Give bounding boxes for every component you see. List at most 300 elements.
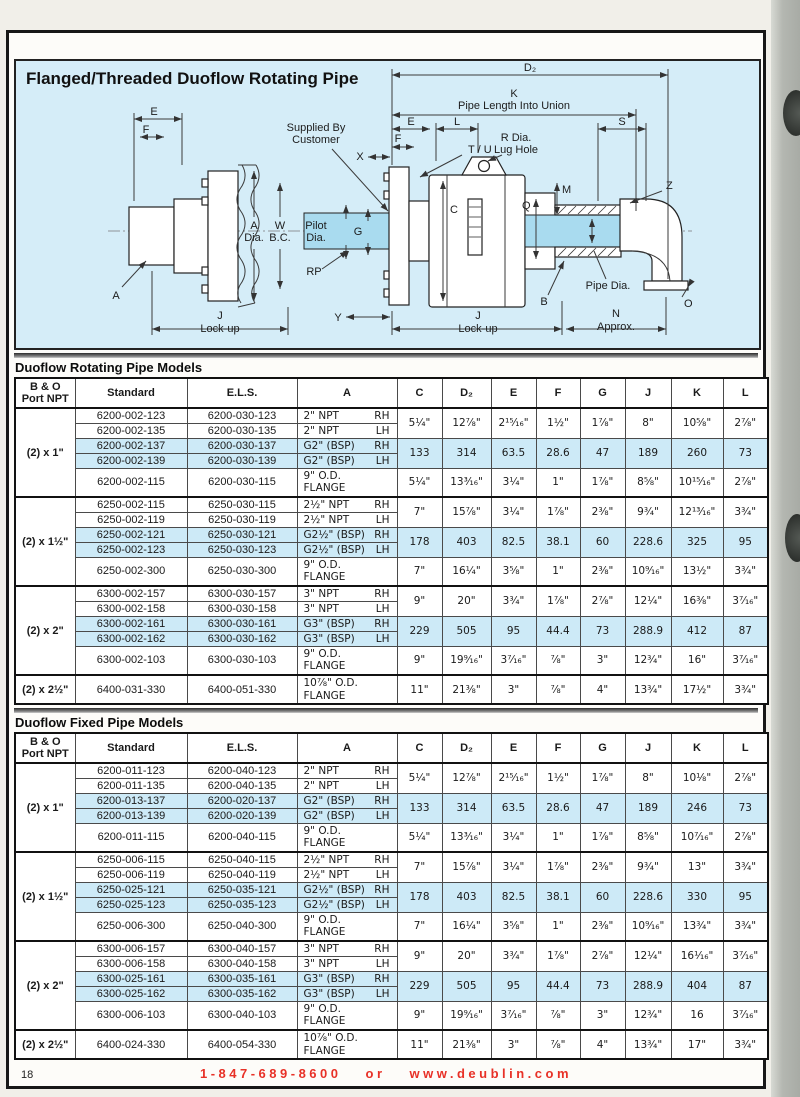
dimension-value: 3⁷⁄₁₆" bbox=[723, 586, 768, 616]
dimension-value: 9¾" bbox=[625, 852, 671, 882]
els-part-number: 6300-030-157 bbox=[187, 586, 297, 601]
els-part-number: 6300-040-103 bbox=[187, 1001, 297, 1030]
dimension-value: 3¾" bbox=[723, 852, 768, 882]
page-number: 18 bbox=[21, 1069, 34, 1081]
standard-part-number: 6250-006-115 bbox=[75, 852, 187, 867]
dimension-value: 63.5 bbox=[491, 438, 536, 468]
dim-label-q: Q bbox=[522, 200, 531, 212]
table-row bbox=[15, 616, 768, 631]
dim-label-rp: RP bbox=[306, 266, 322, 278]
dimension-value: 505 bbox=[442, 616, 491, 646]
dim-label-j-center: J bbox=[475, 310, 481, 322]
els-part-number: 6250-030-123 bbox=[187, 542, 297, 557]
dimension-value: 8⅝" bbox=[625, 823, 671, 852]
dimension-value: 1⅞" bbox=[580, 408, 625, 438]
els-part-number: 6200-030-139 bbox=[187, 453, 297, 468]
dimension-value: 12⅞" bbox=[442, 408, 491, 438]
dimension-value: 1" bbox=[536, 912, 580, 941]
dimension-value: 15⅞" bbox=[442, 497, 491, 527]
dimension-value: 229 bbox=[397, 616, 442, 646]
col-header-f: F bbox=[536, 378, 580, 408]
dimension-value: 20" bbox=[442, 586, 491, 616]
dimension-value: 3⁷⁄₁₆" bbox=[723, 646, 768, 675]
dimension-value: ⅞" bbox=[536, 1001, 580, 1030]
dimension-value: 20" bbox=[442, 941, 491, 971]
dimension-value: 82.5 bbox=[491, 527, 536, 557]
dimension-value: 12¹³⁄₁₆" bbox=[671, 497, 723, 527]
dimension-value: 8" bbox=[625, 763, 671, 793]
dimension-value: 28.6 bbox=[536, 793, 580, 823]
dim-label-w-bc: B.C. bbox=[269, 232, 291, 244]
dimension-value: 228.6 bbox=[625, 882, 671, 912]
els-part-number: 6400-054-330 bbox=[187, 1030, 297, 1059]
fixed-models-table bbox=[14, 732, 769, 1060]
dimension-value: ⅞" bbox=[536, 675, 580, 704]
col-header-els: E.L.S. bbox=[187, 733, 297, 763]
col-header-c: C bbox=[397, 378, 442, 408]
dimension-value: 16¹⁄₁₆" bbox=[671, 941, 723, 971]
standard-part-number: 6300-002-162 bbox=[75, 631, 187, 646]
connection-type-cell: 2½" NPT LH bbox=[297, 867, 397, 882]
standard-part-number: 6250-002-123 bbox=[75, 542, 187, 557]
label-supplied-by: Supplied By bbox=[286, 122, 346, 134]
table-row bbox=[15, 852, 768, 867]
dimension-value: 19⁹⁄₁₆" bbox=[442, 646, 491, 675]
dimension-value: 1½" bbox=[536, 408, 580, 438]
connection-type-cell: 2" NPT RH bbox=[297, 408, 397, 423]
connection-type-cell: G2" (BSP) LH bbox=[297, 808, 397, 823]
dimension-value: 3¼" bbox=[491, 852, 536, 882]
dimension-value: 13" bbox=[671, 852, 723, 882]
website-link[interactable]: www.deublin.com bbox=[409, 1066, 573, 1081]
dimension-value: 44.4 bbox=[536, 616, 580, 646]
standard-part-number: 6200-002-137 bbox=[75, 438, 187, 453]
col-header-k: K bbox=[671, 378, 723, 408]
dimension-value: 1" bbox=[536, 823, 580, 852]
col-header-standard: Standard bbox=[75, 378, 187, 408]
port-size-cell: (2) x 2½" bbox=[15, 1030, 75, 1059]
connection-type-cell: G2½" (BSP) RH bbox=[297, 527, 397, 542]
els-part-number: 6250-040-300 bbox=[187, 912, 297, 941]
dimension-value: 3¼" bbox=[491, 823, 536, 852]
dim-label-pipe-dia: Pipe Dia. bbox=[585, 280, 631, 292]
dimension-value: 13¾" bbox=[625, 1030, 671, 1059]
dimension-value: 1⅞" bbox=[536, 852, 580, 882]
dimension-value: 95 bbox=[723, 882, 768, 912]
dimension-value: 1⅞" bbox=[580, 468, 625, 497]
table-row bbox=[15, 675, 768, 704]
standard-part-number: 6400-031-330 bbox=[75, 675, 187, 704]
dimension-value: 38.1 bbox=[536, 527, 580, 557]
dimension-value: 3¾" bbox=[723, 557, 768, 586]
els-part-number: 6250-030-121 bbox=[187, 527, 297, 542]
connection-type-cell: 2" NPT LH bbox=[297, 423, 397, 438]
dimension-value: 1⅞" bbox=[536, 941, 580, 971]
els-part-number: 6300-030-162 bbox=[187, 631, 297, 646]
dimension-value: 12¼" bbox=[625, 941, 671, 971]
els-part-number: 6300-035-162 bbox=[187, 986, 297, 1001]
els-part-number: 6200-020-137 bbox=[187, 793, 297, 808]
dimension-value: 21⅜" bbox=[442, 675, 491, 704]
dim-label-f-left: F bbox=[142, 124, 150, 136]
dimension-value: 314 bbox=[442, 438, 491, 468]
dimension-value: 13½" bbox=[671, 557, 723, 586]
table-row bbox=[15, 408, 768, 423]
dim-label-z: Z bbox=[666, 180, 673, 192]
dim-label-pilot-dia: Dia. bbox=[306, 232, 326, 244]
dimension-value: 7" bbox=[397, 497, 442, 527]
dimension-value: 47 bbox=[580, 793, 625, 823]
rotating-section-title: Duoflow Rotating Pipe Models bbox=[15, 360, 203, 375]
dimension-value: 7" bbox=[397, 912, 442, 941]
dimension-value: 9" bbox=[397, 646, 442, 675]
dim-label-b: B bbox=[540, 296, 548, 308]
table-row bbox=[15, 793, 768, 808]
port-size-cell: (2) x 1" bbox=[15, 408, 75, 497]
dimension-value: 9" bbox=[397, 586, 442, 616]
dimension-value: 3⅝" bbox=[491, 912, 536, 941]
dimension-value: 95 bbox=[491, 971, 536, 1001]
dimension-value: 2⅞" bbox=[580, 941, 625, 971]
dimension-value: 16¼" bbox=[442, 557, 491, 586]
col-header-port: B & O Port NPT bbox=[15, 378, 75, 408]
els-part-number: 6250-035-123 bbox=[187, 897, 297, 912]
connection-type-cell: 10⅞" O.D. FLANGE bbox=[297, 1030, 397, 1059]
table-row bbox=[15, 557, 768, 586]
dimension-value: 1⅞" bbox=[580, 763, 625, 793]
technical-drawing bbox=[16, 61, 759, 348]
els-part-number: 6250-035-121 bbox=[187, 882, 297, 897]
dimension-value: 3¼" bbox=[491, 497, 536, 527]
dim-label-a-dia2: Dia. bbox=[244, 232, 264, 244]
dimension-value: 1⅞" bbox=[536, 497, 580, 527]
col-header-a: A bbox=[297, 733, 397, 763]
dim-label-j-left: J bbox=[217, 310, 223, 322]
standard-part-number: 6250-025-123 bbox=[75, 897, 187, 912]
dimension-value: 16" bbox=[671, 646, 723, 675]
port-size-cell: (2) x 2" bbox=[15, 941, 75, 1030]
standard-part-number: 6250-002-300 bbox=[75, 557, 187, 586]
connection-type-cell: 9" O.D. FLANGE bbox=[297, 1001, 397, 1030]
connection-type-cell: 2½" NPT LH bbox=[297, 512, 397, 527]
standard-part-number: 6300-006-103 bbox=[75, 1001, 187, 1030]
dimension-value: 95 bbox=[491, 616, 536, 646]
dim-label-n-sub: Approx. bbox=[597, 321, 635, 333]
table-row bbox=[15, 1001, 768, 1030]
connection-type-cell: G2" (BSP) LH bbox=[297, 453, 397, 468]
dimension-value: 10⁷⁄₁₆" bbox=[671, 823, 723, 852]
pipe-section-right bbox=[525, 215, 621, 247]
port-size-cell: (2) x 2" bbox=[15, 586, 75, 675]
table-row bbox=[15, 763, 768, 778]
standard-part-number: 6300-025-161 bbox=[75, 971, 187, 986]
els-part-number: 6300-035-161 bbox=[187, 971, 297, 986]
connection-type-cell: G2" (BSP) RH bbox=[297, 793, 397, 808]
dimension-value: 325 bbox=[671, 527, 723, 557]
els-part-number: 6250-030-119 bbox=[187, 512, 297, 527]
dimension-value: ⅞" bbox=[536, 646, 580, 675]
table-row bbox=[15, 646, 768, 675]
dimension-value: 63.5 bbox=[491, 793, 536, 823]
col-header-standard: Standard bbox=[75, 733, 187, 763]
els-part-number: 6200-030-135 bbox=[187, 423, 297, 438]
dim-label-pilot: Pilot bbox=[305, 220, 327, 232]
col-header-j: J bbox=[625, 378, 671, 408]
table-row bbox=[15, 823, 768, 852]
els-part-number: 6200-030-137 bbox=[187, 438, 297, 453]
dimension-value: 4" bbox=[580, 1030, 625, 1059]
dimension-value: 2⅞" bbox=[723, 408, 768, 438]
standard-part-number: 6250-025-121 bbox=[75, 882, 187, 897]
dimension-value: 133 bbox=[397, 438, 442, 468]
dimension-value: 4" bbox=[580, 675, 625, 704]
diagram-title: Flanged/Threaded Duoflow Rotating Pipe bbox=[26, 69, 359, 88]
col-header-j: J bbox=[625, 733, 671, 763]
dimension-value: 2¹⁵⁄₁₆" bbox=[491, 408, 536, 438]
dimension-value: 8" bbox=[625, 408, 671, 438]
dimension-value: 178 bbox=[397, 527, 442, 557]
dimension-value: 2⅞" bbox=[580, 586, 625, 616]
connection-type-cell: 9" O.D. FLANGE bbox=[297, 912, 397, 941]
dimension-value: 73 bbox=[580, 616, 625, 646]
port-size-cell: (2) x 1" bbox=[15, 763, 75, 852]
connection-type-cell: 2½" NPT RH bbox=[297, 852, 397, 867]
dim-label-w: W bbox=[274, 220, 286, 232]
dimension-value: 73 bbox=[723, 793, 768, 823]
dimension-value: 3⁷⁄₁₆" bbox=[491, 646, 536, 675]
connection-type-cell: 9" O.D. FLANGE bbox=[297, 468, 397, 497]
connection-type-cell: 9" O.D. FLANGE bbox=[297, 557, 397, 586]
dimension-value: 95 bbox=[723, 527, 768, 557]
dimension-value: 178 bbox=[397, 882, 442, 912]
diagram-panel bbox=[14, 59, 761, 350]
dimension-value: 7" bbox=[397, 852, 442, 882]
dimension-value: 8⅝" bbox=[625, 468, 671, 497]
standard-part-number: 6300-002-157 bbox=[75, 586, 187, 601]
dim-label-s: S bbox=[618, 116, 626, 128]
dimension-value: 3" bbox=[491, 1030, 536, 1059]
els-part-number: 6250-030-115 bbox=[187, 497, 297, 512]
els-part-number: 6250-040-119 bbox=[187, 867, 297, 882]
dimension-value: 13¾" bbox=[671, 912, 723, 941]
dimension-value: 189 bbox=[625, 793, 671, 823]
dim-label-o: O bbox=[684, 298, 693, 310]
dimension-value: 17½" bbox=[671, 675, 723, 704]
els-part-number: 6300-040-157 bbox=[187, 941, 297, 956]
table-row bbox=[15, 941, 768, 956]
dimension-value: 28.6 bbox=[536, 438, 580, 468]
dimension-value: 82.5 bbox=[491, 882, 536, 912]
dimension-value: 1" bbox=[536, 557, 580, 586]
dim-label-k: K bbox=[510, 88, 518, 100]
dimension-value: 19⁹⁄₁₆" bbox=[442, 1001, 491, 1030]
standard-part-number: 6300-002-158 bbox=[75, 601, 187, 616]
connection-type-cell: 3" NPT RH bbox=[297, 586, 397, 601]
dimension-value: 3¼" bbox=[491, 468, 536, 497]
dim-label-n: N bbox=[612, 308, 620, 320]
dimension-value: 3⁷⁄₁₆" bbox=[723, 1001, 768, 1030]
dimension-value: 5¼" bbox=[397, 763, 442, 793]
standard-part-number: 6200-013-137 bbox=[75, 793, 187, 808]
els-part-number: 6200-020-139 bbox=[187, 808, 297, 823]
dimension-value: 2⅞" bbox=[723, 468, 768, 497]
col-header-f: F bbox=[536, 733, 580, 763]
col-header-a: A bbox=[297, 378, 397, 408]
dimension-value: 3" bbox=[491, 675, 536, 704]
els-part-number: 6300-040-158 bbox=[187, 956, 297, 971]
dimension-value: 1" bbox=[536, 468, 580, 497]
dimension-value: 3" bbox=[580, 1001, 625, 1030]
dim-label-d2: D₂ bbox=[523, 62, 537, 74]
connection-type-cell: G2½" (BSP) RH bbox=[297, 882, 397, 897]
standard-part-number: 6300-006-158 bbox=[75, 956, 187, 971]
dimension-value: 21⅜" bbox=[442, 1030, 491, 1059]
dimension-value: 2⅜" bbox=[580, 852, 625, 882]
dimension-value: 229 bbox=[397, 971, 442, 1001]
dimension-value: 1½" bbox=[536, 763, 580, 793]
standard-part-number: 6200-002-123 bbox=[75, 408, 187, 423]
dimension-value: 11" bbox=[397, 675, 442, 704]
dimension-value: 11" bbox=[397, 1030, 442, 1059]
elbow bbox=[620, 199, 688, 290]
dimension-value: 2¹⁵⁄₁₆" bbox=[491, 763, 536, 793]
connection-type-cell: 9" O.D. FLANGE bbox=[297, 646, 397, 675]
dimension-value: 87 bbox=[723, 616, 768, 646]
dim-label-lug-hole: Lug Hole bbox=[493, 144, 539, 156]
standard-part-number: 6400-024-330 bbox=[75, 1030, 187, 1059]
dimension-value: 73 bbox=[580, 971, 625, 1001]
dimension-value: 12⅞" bbox=[442, 763, 491, 793]
fixed-section-title: Duoflow Fixed Pipe Models bbox=[15, 715, 184, 730]
dimension-value: 9" bbox=[397, 941, 442, 971]
page-frame bbox=[6, 30, 766, 1089]
connection-type-cell: 3" NPT LH bbox=[297, 956, 397, 971]
dimension-value: 3⁷⁄₁₆" bbox=[491, 1001, 536, 1030]
col-header-d: D₂ bbox=[442, 378, 491, 408]
connection-type-cell: 3" NPT LH bbox=[297, 601, 397, 616]
dimension-value: 16¼" bbox=[442, 912, 491, 941]
dimension-value: 403 bbox=[442, 527, 491, 557]
dimension-value: 3¾" bbox=[491, 586, 536, 616]
phone-number: 1-847-689-8600 bbox=[199, 1066, 342, 1081]
standard-part-number: 6250-006-300 bbox=[75, 912, 187, 941]
col-header-c: C bbox=[397, 733, 442, 763]
dim-label-m: M bbox=[562, 184, 572, 196]
standard-part-number: 6200-011-123 bbox=[75, 763, 187, 778]
dim-label-x: X bbox=[356, 151, 364, 163]
connection-type-cell: 3" NPT RH bbox=[297, 941, 397, 956]
dim-label-tu: T / U bbox=[468, 144, 492, 156]
contact-line bbox=[9, 1066, 763, 1081]
dimension-value: 314 bbox=[442, 793, 491, 823]
table-row bbox=[15, 586, 768, 601]
dimension-value: 3¾" bbox=[723, 497, 768, 527]
dimension-value: 260 bbox=[671, 438, 723, 468]
dim-label-e-left: E bbox=[150, 106, 158, 118]
col-header-l: L bbox=[723, 378, 768, 408]
els-part-number: 6300-030-103 bbox=[187, 646, 297, 675]
connection-type-cell: 9" O.D. FLANGE bbox=[297, 823, 397, 852]
col-header-g: G bbox=[580, 733, 625, 763]
dimension-value: 1⅞" bbox=[580, 823, 625, 852]
connection-type-cell: G2½" (BSP) LH bbox=[297, 542, 397, 557]
connection-type-cell: G3" (BSP) RH bbox=[297, 971, 397, 986]
page-footer bbox=[9, 1063, 763, 1081]
table-row bbox=[15, 497, 768, 512]
els-part-number: 6400-051-330 bbox=[187, 675, 297, 704]
standard-part-number: 6250-002-119 bbox=[75, 512, 187, 527]
dimension-value: 404 bbox=[671, 971, 723, 1001]
dimension-value: 505 bbox=[442, 971, 491, 1001]
dimension-value: 3¾" bbox=[723, 1030, 768, 1059]
dim-label-y: Y bbox=[334, 312, 342, 324]
dimension-value: 2⅜" bbox=[580, 557, 625, 586]
standard-part-number: 6250-002-115 bbox=[75, 497, 187, 512]
els-part-number: 6200-040-123 bbox=[187, 763, 297, 778]
port-size-cell: (2) x 1½" bbox=[15, 497, 75, 586]
dimension-value: 13³⁄₁₆" bbox=[442, 823, 491, 852]
connection-type-cell: 2½" NPT RH bbox=[297, 497, 397, 512]
dimension-value: 17" bbox=[671, 1030, 723, 1059]
connection-type-cell: 2" NPT RH bbox=[297, 763, 397, 778]
dimension-value: 10⅛" bbox=[671, 763, 723, 793]
dimension-value: 16⅜" bbox=[671, 586, 723, 616]
dimension-value: 15⅞" bbox=[442, 852, 491, 882]
standard-part-number: 6300-025-162 bbox=[75, 986, 187, 1001]
table-row bbox=[15, 468, 768, 497]
table-row bbox=[15, 882, 768, 897]
standard-part-number: 6200-011-115 bbox=[75, 823, 187, 852]
dimension-value: 60 bbox=[580, 527, 625, 557]
label-customer: Customer bbox=[292, 134, 340, 146]
table-row bbox=[15, 912, 768, 941]
els-part-number: 6250-030-300 bbox=[187, 557, 297, 586]
dimension-value: 3" bbox=[580, 646, 625, 675]
dimension-value: 9" bbox=[397, 1001, 442, 1030]
els-part-number: 6200-040-135 bbox=[187, 778, 297, 793]
rotating-section bbox=[14, 353, 758, 705]
dimension-value: 403 bbox=[442, 882, 491, 912]
connection-type-cell: G3" (BSP) LH bbox=[297, 986, 397, 1001]
rotating-models-table bbox=[14, 377, 769, 705]
dimension-value: 412 bbox=[671, 616, 723, 646]
dimension-value: 5¼" bbox=[397, 823, 442, 852]
fixed-section bbox=[14, 708, 758, 1060]
els-part-number: 6200-040-115 bbox=[187, 823, 297, 852]
dimension-value: 73 bbox=[723, 438, 768, 468]
dimension-value: 12¾" bbox=[625, 646, 671, 675]
dimension-value: ⅞" bbox=[536, 1030, 580, 1059]
table-row bbox=[15, 438, 768, 453]
standard-part-number: 6250-006-119 bbox=[75, 867, 187, 882]
dimension-value: 3⅝" bbox=[491, 557, 536, 586]
standard-part-number: 6250-002-121 bbox=[75, 527, 187, 542]
col-header-l: L bbox=[723, 733, 768, 763]
dimension-value: 5¼" bbox=[397, 468, 442, 497]
els-part-number: 6250-040-115 bbox=[187, 852, 297, 867]
col-header-d: D₂ bbox=[442, 733, 491, 763]
dim-label-r-dia: R Dia. bbox=[500, 132, 532, 144]
dimension-value: 133 bbox=[397, 793, 442, 823]
col-header-els: E.L.S. bbox=[187, 378, 297, 408]
dim-label-f-top: F bbox=[394, 133, 402, 145]
dimension-value: 2⅞" bbox=[723, 823, 768, 852]
connection-type-cell: G3" (BSP) RH bbox=[297, 616, 397, 631]
dimension-value: 2⅜" bbox=[580, 497, 625, 527]
standard-part-number: 6200-002-115 bbox=[75, 468, 187, 497]
standard-part-number: 6200-002-135 bbox=[75, 423, 187, 438]
connection-type-cell: G2½" (BSP) LH bbox=[297, 897, 397, 912]
